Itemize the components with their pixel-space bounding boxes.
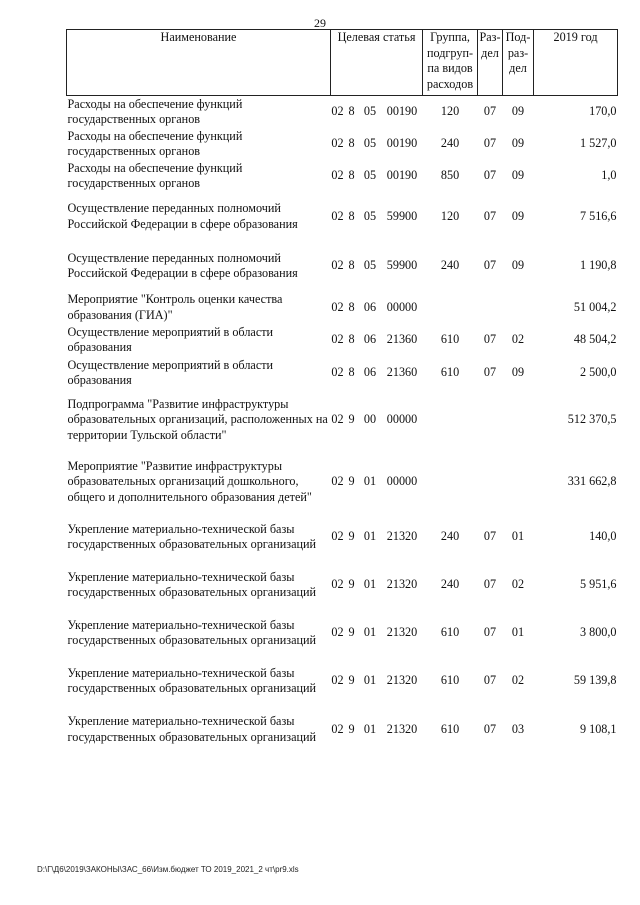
row-name: Осуществление переданных полномочий Российской Федерации в сфере образования <box>67 250 298 281</box>
table-row <box>67 160 618 193</box>
section: 07 <box>483 625 497 640</box>
expense-group: 610 <box>440 332 460 347</box>
code-direction: 00190 <box>386 136 418 151</box>
table-row <box>67 657 618 706</box>
expense-group: 610 <box>440 625 460 640</box>
amount-2019: 512 370,5 <box>567 412 617 427</box>
code-program: 02 <box>331 474 344 489</box>
expense-group: 850 <box>440 168 460 183</box>
subsection <box>503 292 534 324</box>
subsection: 09 <box>511 168 525 183</box>
header-year: 2019 год <box>534 30 618 96</box>
code-event: 00 <box>363 412 377 427</box>
code-event: 06 <box>363 299 377 314</box>
code-direction: 59900 <box>386 258 418 273</box>
table-row <box>67 514 618 561</box>
code-program: 02 <box>331 529 344 544</box>
row-name: Укрепление материально-технической базы государственных образовательных организаций <box>67 569 317 600</box>
table-row <box>67 96 618 129</box>
code-event: 01 <box>363 721 377 736</box>
row-name: Осуществление мероприятий в области образования <box>67 357 274 388</box>
expense-group: 120 <box>440 208 460 223</box>
code-direction: 00000 <box>386 299 418 314</box>
code-program: 02 <box>331 625 344 640</box>
header-section: Раз- дел <box>478 30 503 96</box>
amount-2019: 9 108,1 <box>579 721 617 736</box>
expense-group: 240 <box>440 136 460 151</box>
table-row <box>67 292 618 324</box>
code-direction: 00190 <box>386 168 418 183</box>
code-program: 02 <box>331 258 344 273</box>
amount-2019: 331 662,8 <box>567 474 617 489</box>
code-direction: 21320 <box>386 721 418 736</box>
section <box>478 451 503 514</box>
subsection <box>503 390 534 451</box>
section: 07 <box>483 365 497 380</box>
subsection: 09 <box>511 208 525 223</box>
expense-group: 240 <box>440 258 460 273</box>
expense-group <box>423 292 478 324</box>
code-event: 05 <box>363 258 377 273</box>
amount-2019: 1 190,8 <box>579 258 617 273</box>
section: 07 <box>483 208 497 223</box>
table-row <box>67 610 618 657</box>
code-event: 01 <box>363 474 377 489</box>
table-row <box>67 241 618 292</box>
code-subprogram: 8 <box>348 332 355 347</box>
amount-2019: 59 139,8 <box>573 673 617 688</box>
code-event: 06 <box>363 365 377 380</box>
table-row <box>67 193 618 241</box>
subsection: 02 <box>511 332 525 347</box>
code-direction: 00000 <box>386 474 418 489</box>
code-event: 05 <box>363 168 377 183</box>
subsection: 01 <box>511 529 525 544</box>
row-name: Укрепление материально-технической базы государственных образовательных организаций <box>67 521 317 552</box>
section: 07 <box>483 104 497 119</box>
code-subprogram: 8 <box>348 208 355 223</box>
code-subprogram: 9 <box>348 625 355 640</box>
section: 07 <box>483 577 497 592</box>
expense-group: 240 <box>440 529 460 544</box>
row-name: Подпрограмма "Развитие инфраструктуры образовательных организаций, расположенных на территории Тульской области" <box>67 396 328 442</box>
code-subprogram: 9 <box>348 412 355 427</box>
code-direction: 21360 <box>386 332 418 347</box>
subsection: 02 <box>511 673 525 688</box>
row-name: Осуществление мероприятий в области образования <box>67 324 274 355</box>
code-event: 05 <box>363 136 377 151</box>
subsection: 09 <box>511 136 525 151</box>
expense-group: 610 <box>440 673 460 688</box>
row-name: Осуществление переданных полномочий Российской Федерации в сфере образования <box>67 201 298 231</box>
header-group: Группа, подгруп- па видов расходов <box>423 30 478 96</box>
code-direction: 21320 <box>386 529 418 544</box>
subsection <box>503 451 534 514</box>
header-target: Целевая статья <box>331 30 423 96</box>
subsection: 09 <box>511 365 525 380</box>
code-subprogram: 9 <box>348 577 355 592</box>
table-row <box>67 129 618 160</box>
code-direction: 59900 <box>386 208 418 223</box>
row-name: Укрепление материально-технической базы государственных образовательных организаций <box>67 617 317 648</box>
subsection: 03 <box>511 721 525 736</box>
amount-2019: 2 500,0 <box>579 365 617 380</box>
code-direction: 21360 <box>386 365 418 380</box>
code-direction: 21320 <box>386 673 418 688</box>
code-program: 02 <box>331 721 344 736</box>
code-direction: 00190 <box>386 104 418 119</box>
code-program: 02 <box>331 332 344 347</box>
code-direction: 21320 <box>386 625 418 640</box>
amount-2019: 1 527,0 <box>579 136 617 151</box>
subsection: 09 <box>511 104 525 119</box>
code-event: 05 <box>363 104 377 119</box>
code-subprogram: 8 <box>348 299 355 314</box>
code-subprogram: 8 <box>348 104 355 119</box>
file-path-footer: D:\Г\Д6\2019\ЗАКОНЫ\ЗАС_66\Изм.бюджет ТО 2019_2021_2 чт\pr9.xls <box>37 865 299 874</box>
amount-2019: 1,0 <box>601 168 617 183</box>
amount-2019: 3 800,0 <box>579 625 617 640</box>
code-program: 02 <box>331 208 344 223</box>
page-number: 29 <box>314 16 326 30</box>
table-row <box>67 561 618 610</box>
amount-2019: 7 516,6 <box>579 208 617 223</box>
code-program: 02 <box>331 673 344 688</box>
header-name: Наименование <box>67 30 331 96</box>
code-program: 02 <box>331 168 344 183</box>
budget-table <box>66 29 618 754</box>
row-name: Мероприятие "Развитие инфраструктуры образовательных организаций дошкольного, общего и дополнительного образования детей" <box>67 458 312 504</box>
code-subprogram: 9 <box>348 721 355 736</box>
code-program: 02 <box>331 577 344 592</box>
header-subsection: Под- раз- дел <box>503 30 534 96</box>
code-subprogram: 8 <box>348 365 355 380</box>
expense-group <box>423 390 478 451</box>
section: 07 <box>483 332 497 347</box>
table-row <box>67 324 618 357</box>
row-name: Укрепление материально-технической базы государственных образовательных организаций <box>67 714 317 744</box>
row-name: Расходы на обеспечение функций государственных органов <box>67 96 243 127</box>
code-direction: 00000 <box>386 412 418 427</box>
code-subprogram: 8 <box>348 136 355 151</box>
expense-group: 610 <box>440 721 460 736</box>
code-direction: 21320 <box>386 577 418 592</box>
expense-group: 120 <box>440 104 460 119</box>
subsection: 02 <box>511 577 525 592</box>
row-name: Расходы на обеспечение функций государственных органов <box>67 160 243 191</box>
code-program: 02 <box>331 299 344 314</box>
code-event: 01 <box>363 673 377 688</box>
code-subprogram: 8 <box>348 258 355 273</box>
amount-2019: 140,0 <box>589 529 617 544</box>
row-name: Мероприятие "Контроль оценки качества образования (ГИА)" <box>67 292 283 322</box>
section: 07 <box>483 168 497 183</box>
subsection: 01 <box>511 625 525 640</box>
table-row <box>67 357 618 390</box>
section <box>478 390 503 451</box>
section: 07 <box>483 721 497 736</box>
code-subprogram: 8 <box>348 168 355 183</box>
expense-group: 240 <box>440 577 460 592</box>
code-event: 01 <box>363 529 377 544</box>
table-body <box>67 96 618 754</box>
row-name: Расходы на обеспечение функций государственных органов <box>67 128 243 159</box>
code-program: 02 <box>331 412 344 427</box>
code-event: 01 <box>363 577 377 592</box>
section <box>478 292 503 324</box>
amount-2019: 48 504,2 <box>573 332 617 347</box>
code-subprogram: 9 <box>348 474 355 489</box>
expense-group <box>423 451 478 514</box>
code-event: 01 <box>363 625 377 640</box>
code-program: 02 <box>331 136 344 151</box>
section: 07 <box>483 136 497 151</box>
subsection: 09 <box>511 258 525 273</box>
code-subprogram: 9 <box>348 673 355 688</box>
code-program: 02 <box>331 365 344 380</box>
section: 07 <box>483 529 497 544</box>
table-row <box>67 451 618 514</box>
code-subprogram: 9 <box>348 529 355 544</box>
section: 07 <box>483 258 497 273</box>
code-event: 05 <box>363 208 377 223</box>
code-event: 06 <box>363 332 377 347</box>
amount-2019: 5 951,6 <box>579 577 617 592</box>
section: 07 <box>483 673 497 688</box>
amount-2019: 170,0 <box>589 104 617 119</box>
expense-group: 610 <box>440 365 460 380</box>
table-row <box>67 706 618 754</box>
row-name: Укрепление материально-технической базы государственных образовательных организаций <box>67 665 317 696</box>
amount-2019: 51 004,2 <box>573 299 617 314</box>
table-row <box>67 390 618 451</box>
code-program: 02 <box>331 104 344 119</box>
table-header <box>67 30 618 96</box>
